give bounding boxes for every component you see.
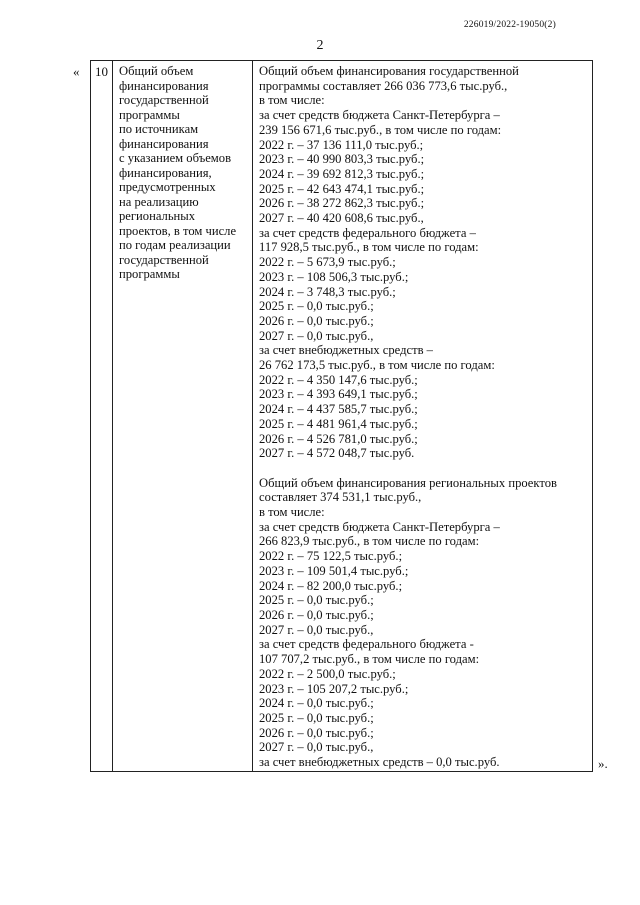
label-line: государственной: [119, 93, 209, 107]
value-line: 2024 г. – 4 437 585,7 тыс.руб.;: [259, 402, 418, 417]
value-line: 2022 г. – 75 122,5 тыс.руб.;: [259, 549, 403, 564]
value-line: 2024 г. – 0,0 тыс.руб.;: [259, 696, 374, 711]
value-line: 2023 г. – 105 207,2 тыс.руб.;: [259, 681, 409, 696]
value-line: 107 707,2 тыс.руб., в том числе по годам:: [259, 652, 480, 667]
value-line: в том числе:: [259, 93, 325, 108]
value-line: Общий объем финансирования государственной: [259, 64, 519, 78]
value-line: 2024 г. – 39 692 812,3 тыс.руб.;: [259, 166, 425, 181]
value-line: 2022 г. – 5 673,9 тыс.руб.;: [259, 255, 396, 270]
value-line: 2026 г. – 0,0 тыс.руб.;: [259, 313, 374, 328]
row-number: 10: [91, 61, 113, 771]
value-line: 2025 г. – 0,0 тыс.руб.;: [259, 593, 374, 608]
value-line: 2022 г. – 2 500,0 тыс.руб.;: [259, 666, 396, 681]
value-line: 2023 г. – 108 506,3 тыс.руб.;: [259, 269, 409, 284]
value-line: 2025 г. – 4 481 961,4 тыс.руб.;: [259, 416, 418, 431]
value-line: 2023 г. – 109 501,4 тыс.руб.;: [259, 563, 409, 578]
value-line: в том числе:: [259, 505, 325, 520]
value-line: 2027 г. – 4 572 048,7 тыс.руб.: [259, 446, 415, 461]
value-line: 2026 г. – 4 526 781,0 тыс.руб.;: [259, 431, 418, 446]
value-line: 2023 г. – 40 990 803,3 тыс.руб.;: [259, 152, 425, 167]
value-line: 2024 г. – 3 748,3 тыс.руб.;: [259, 284, 396, 299]
value-line: 2022 г. – 4 350 147,6 тыс.руб.;: [259, 372, 418, 387]
label-line: проектов, в том числе: [119, 223, 237, 238]
financing-table: [90, 60, 593, 772]
value-line: за счет внебюджетных средств –: [259, 343, 433, 358]
value-line: составляет 374 531,1 тыс.руб.,: [259, 490, 422, 505]
document-id: 226019/2022-19050(2): [463, 20, 556, 30]
label-line: с указанием объемов: [119, 151, 232, 165]
value-line: 2025 г. – 42 643 474,1 тыс.руб.;: [259, 181, 425, 196]
label-line: финансирования,: [119, 165, 212, 180]
value-line: 266 823,9 тыс.руб., в том числе по годам:: [259, 534, 480, 549]
value-line: 2023 г. – 4 393 649,1 тыс.руб.;: [259, 387, 418, 402]
value-line: за счет внебюджетных средств – 0,0 тыс.руб.: [259, 755, 500, 770]
value-line: 2025 г. – 0,0 тыс.руб.;: [259, 299, 374, 314]
value-line: за счет средств федерального бюджета -: [259, 637, 474, 652]
label-line: Общий объем: [119, 64, 194, 78]
label-line: региональных: [119, 209, 196, 223]
label-line: программы: [119, 107, 180, 122]
value-line: 26 762 173,5 тыс.руб., в том числе по годам:: [259, 358, 495, 373]
label-line: государственной: [119, 252, 209, 267]
opening-quote: «: [73, 64, 80, 79]
value-line: 2027 г. – 0,0 тыс.руб.,: [259, 740, 374, 755]
value-line: 2027 г. – 0,0 тыс.руб.,: [259, 622, 374, 637]
value-line: 2027 г. – 0,0 тыс.руб.,: [259, 328, 374, 343]
value-line: 2026 г. – 0,0 тыс.руб.;: [259, 608, 374, 622]
row-value: [253, 61, 592, 771]
paragraph-spacer: [259, 461, 592, 476]
label-line: по годам реализации: [119, 238, 231, 252]
value-line: 2025 г. – 0,0 тыс.руб.;: [259, 710, 374, 725]
value-line: 2026 г. – 38 272 862,3 тыс.руб.;: [259, 196, 425, 211]
value-line: за счет средств бюджета Санкт-Петербурга –: [259, 519, 500, 534]
label-line: предусмотренных: [119, 180, 216, 194]
label-line: финансирования: [119, 136, 209, 151]
value-line: 2026 г. – 0,0 тыс.руб.;: [259, 725, 374, 740]
value-line: за счет средств федерального бюджета –: [259, 225, 476, 240]
row-label: [113, 61, 253, 771]
value-line: 2022 г. – 37 136 111,0 тыс.руб.;: [259, 137, 424, 152]
value-line: за счет средств бюджета Санкт-Петербурга –: [259, 108, 500, 123]
value-line: программы составляет 266 036 773,6 тыс.руб.,: [259, 78, 508, 93]
label-line: программы: [119, 267, 180, 281]
label-line: на реализацию: [119, 194, 199, 209]
label-line: по источникам: [119, 122, 199, 136]
closing-quote: ».: [598, 756, 608, 771]
value-line: Общий объем финансирования региональных проектов: [259, 475, 557, 490]
value-line: 2024 г. – 82 200,0 тыс.руб.;: [259, 578, 403, 593]
page-number: 2: [316, 38, 324, 53]
value-line: 2027 г. – 40 420 608,6 тыс.руб.,: [259, 211, 424, 226]
value-line: 239 156 671,6 тыс.руб., в том числе по годам:: [259, 122, 502, 137]
label-line: финансирования: [119, 78, 209, 93]
value-line: 117 928,5 тыс.руб., в том числе по годам:: [259, 240, 479, 255]
